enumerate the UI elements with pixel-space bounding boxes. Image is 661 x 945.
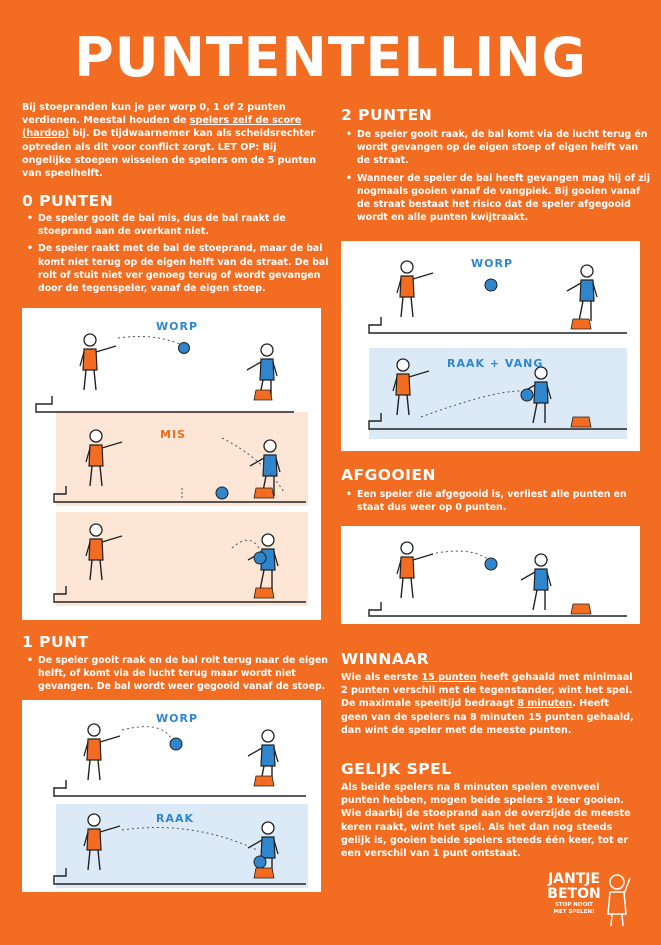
list-2-punten — [343, 128, 653, 228]
intro-underlined: spelers zelf de score (hardop) — [22, 115, 302, 140]
label-worp: WORP — [156, 320, 199, 333]
heading-gelijk-spel: GELIJK SPEL — [341, 760, 452, 778]
page-title: PUNTENTELLING — [74, 26, 587, 89]
list-item: • De speler gooit de bal mis, dus de bal raakt de stoeprand aan de overkant niet. — [38, 212, 334, 238]
panel-2-punten — [341, 241, 640, 451]
logo-line-4: MET SPELEN! — [553, 909, 595, 915]
list-item: • Een speler die afgegooid is, verliest alle punten en staat dus weer op 0 punten. — [357, 488, 653, 514]
intro-line-1: Bij stoepranden kun je per worp 0, 1 of 2 punten verdienen. — [22, 102, 286, 127]
intro-line-2a: Meestal houden de — [83, 115, 190, 127]
list-item: • De speler gooit raak en de bal rolt terug naar de eigen helft, of komt via de lucht terug maar wordt niet gevangen. De bal wordt weer gegooid vanaf de stoep. — [38, 654, 334, 694]
label-worp-1: WORP — [156, 712, 199, 725]
winnaar-underlined-1: 15 punten — [421, 672, 477, 683]
list-item: • De speler raakt met de bal de stoeprand, maar de bal komt niet terug op de eigen helft van de straat. De bal rolt of stuit niet ver genoeg terug of wordt gevangen door de tegenspeler, vanaf de eigen stoep. — [38, 242, 334, 295]
list-item: • De speler gooit raak, de bal komt via de lucht terug én wordt gevangen op de eigen stoep of eigen helft van de straat. — [357, 128, 653, 168]
label-raak: RAAK — [156, 812, 195, 825]
heading-afgooien: AFGOOIEN — [341, 466, 436, 484]
winnaar-part-3: . Heeft geen van de spelers na 8 minuten 15 punten gehaald, dan wint de speler met de meeste punten. — [341, 698, 634, 736]
list-afgooien — [343, 488, 653, 518]
heading-1-punt: 1 PUNT — [22, 633, 89, 651]
panel-afgooien — [341, 526, 640, 624]
panel-0-punten — [22, 308, 321, 620]
list-0-punten — [24, 212, 334, 299]
panel-1-punt — [22, 700, 321, 892]
winnaar-text — [341, 671, 637, 737]
label-mis: MIS — [160, 428, 186, 441]
illustration-1-punt — [22, 700, 321, 892]
intro-line-2b: bij. De tijdwaarnemer kan als scheidsrechter optreden als dit voor conflict zorgt. LET OP: Bij ongelijke stoepen wisselen de spelers om de 5 punten van speelhelft. — [22, 128, 317, 180]
heading-winnaar: WINNAAR — [341, 650, 430, 668]
illustration-0-punten — [22, 308, 321, 620]
logo-line-1: JANTJE — [547, 871, 601, 887]
logo-figure-icon — [604, 868, 634, 928]
logo-line-2: BETON — [547, 886, 601, 902]
winnaar-part-2: heeft gehaald met minimaal 2 punten verschil met de tegenstander, wint het spel. De maximale speeltijd bedraagt — [341, 672, 633, 710]
gelijk-spel-text: Als beide spelers na 8 minuten spelen evenveel punten hebben, mogen beide spelers 3 keer gooien. Wie daarbij de stoeprand aan de overzijde de meeste keren raakt, wint het spel. Als het dan nog steeds gelijk is, gooien beide spelers steeds één keer, tot er een verschil van 1 punt ontstaat. — [341, 782, 631, 860]
label-worp-2: WORP — [471, 257, 514, 270]
heading-2-punten: 2 PUNTEN — [341, 106, 433, 124]
list-item: • Wanneer de speler de bal heeft gevangen mag hij of zij nogmaals gooien vanaf de vangplek. Bij gooien vanaf de straat bestaat het risico dat de speler afgegooid wordt en alle punten kwijtraakt. — [357, 172, 653, 225]
logo-line-3: STOP NOOIT — [554, 902, 594, 908]
illustration-afgooien — [341, 526, 640, 624]
winnaar-part-1: Wie als eerste — [341, 672, 422, 683]
label-raak-vang: RAAK + VANG — [447, 357, 544, 370]
jantje-beton-logo — [538, 872, 610, 916]
list-1-punt — [24, 654, 334, 698]
winnaar-underlined-2: 8 minuten — [517, 698, 573, 710]
illustration-2-punten — [341, 241, 640, 451]
heading-0-punten: 0 PUNTEN — [22, 192, 114, 210]
intro-text — [22, 101, 322, 180]
